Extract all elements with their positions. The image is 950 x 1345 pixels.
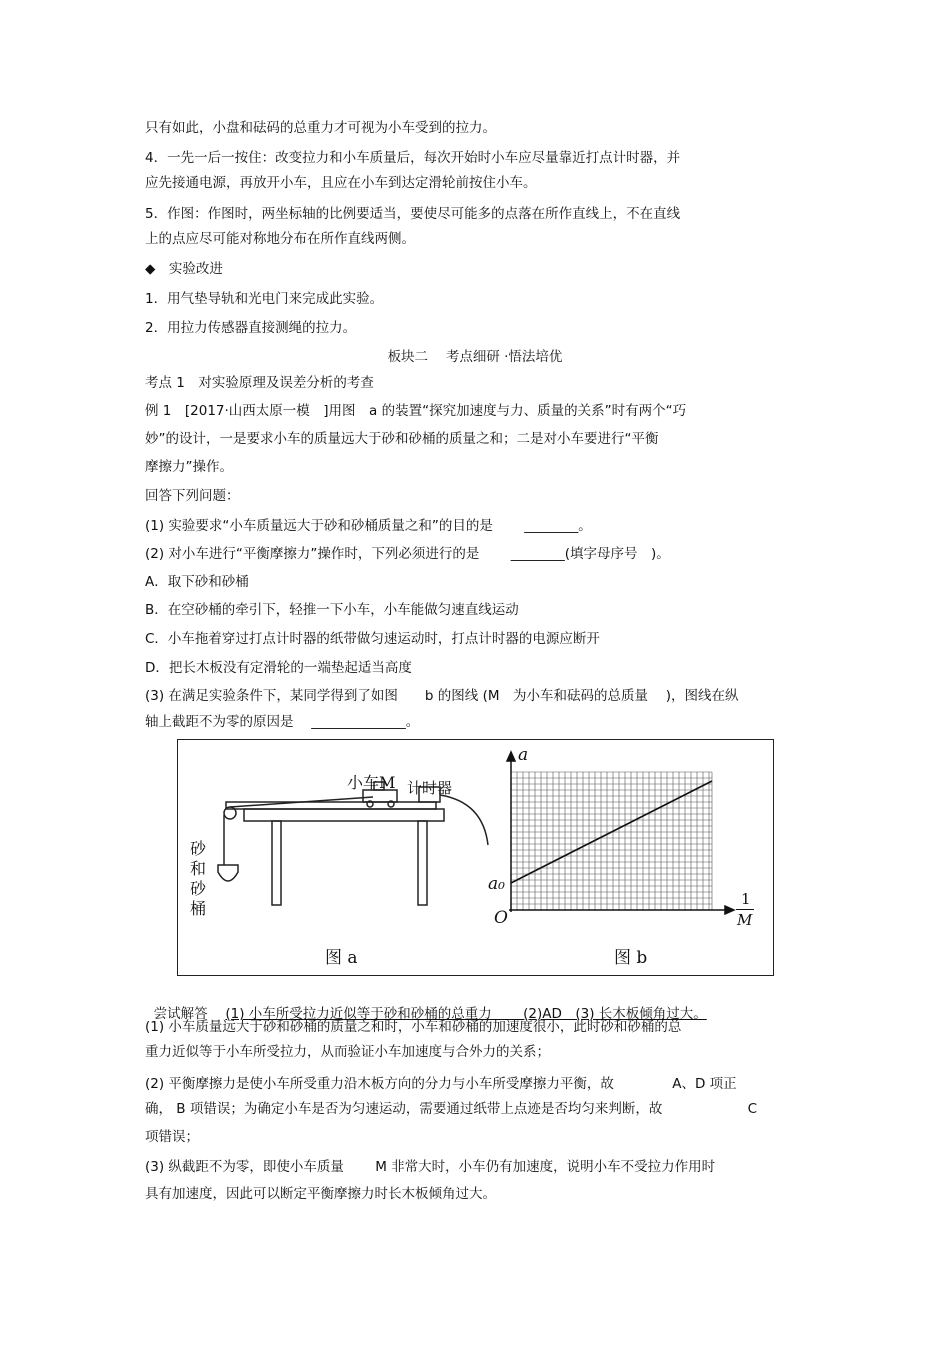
origin-label: O (494, 908, 508, 928)
option-d: D．把长木板没有定滑轮的一端垫起适当高度 (145, 660, 412, 676)
bucket-label-2: 和 (190, 859, 207, 878)
question-2: (2) 对小车进行“平衡摩擦力”操作时，下列必须进行的是 ________(填字母序号 )。 (145, 546, 670, 562)
explanation-2-cont: 确， B 项错误；为确定小车是否为匀速运动，需要通过纸带上点迹是否均匀来判断，故 C (145, 1101, 758, 1117)
timer-label: 计时器 (407, 779, 453, 797)
caption-b: 图 b (614, 948, 648, 968)
x-axis-label-den: M (737, 911, 753, 929)
bucket-label-3: 砂 (190, 879, 207, 898)
answer-label: 尝试解答 (153, 1006, 208, 1022)
question-3-cont: 轴上截距不为零的原因是 ______________。 (145, 714, 420, 730)
option-a: A．取下砂和砂桶 (145, 574, 249, 590)
experiment-figure (177, 739, 774, 976)
explanation-3: (3) 纵截距不为零，即使小车质量 M 非常大时，小车仍有加速度，说明小车不受拉力作用时 (145, 1159, 716, 1175)
text-line: 只有如此，小盘和砝码的总重力才可视为小车受到的拉力。 (145, 120, 496, 136)
option-c: C．小车拖着穿过打点计时器的纸带做匀速运动时，打点计时器的电源应断开 (145, 631, 600, 647)
figure-drawing (178, 740, 775, 977)
example-line: 例 1 [2017·山西太原一模 ]用图 a 的装置“探究加速度与力、质量的关系”时有两个“巧 (145, 403, 687, 419)
intercept-label: a₀ (488, 874, 505, 894)
text-line: 回答下列问题： (145, 488, 240, 504)
text-line: 1．用气垫导轨和光电门来完成此实验。 (145, 291, 384, 307)
bucket-label-1: 砂 (190, 839, 207, 858)
text-line: 2．用拉力传感器直接测绳的拉力。 (145, 320, 357, 336)
answer-text: (1) 小车所受拉力近似等于砂和砂桶的总重力 (2)AD (3) 长木板倾角过大。 (225, 1006, 707, 1022)
explanation-3-cont: 具有加速度，因此可以断定平衡摩擦力时长木板倾角过大。 (145, 1186, 496, 1202)
explanation-2: (2) 平衡摩擦力是使小车所受重力沿木板方向的分力与小车所受摩擦力平衡，故 A、D 项正 (145, 1076, 737, 1092)
section-heading: ◆ 实验改进 (145, 261, 223, 277)
cart-label: 小车M (347, 773, 396, 792)
example-line: 摩擦力”操作。 (145, 459, 233, 475)
option-b: B．在空砂桶的牵引下，轻推一下小车，小车能做匀速直线运动 (145, 602, 519, 618)
question-3: (3) 在满足实验条件下，某同学得到了如图 b 的图线 (M 为小车和砝码的总质量 )，图线在纵 (145, 688, 739, 704)
paper-tape (440, 795, 488, 845)
x-axis-fraction-bar (736, 909, 754, 910)
y-axis-label: a (518, 745, 529, 765)
y-axis-arrow (507, 752, 515, 761)
table-leg-right (418, 821, 427, 905)
x-axis-label-num: 1 (741, 890, 751, 908)
sand-bucket (218, 865, 238, 881)
block-title: 板块二 考点细研 ·悟法培优 (387, 349, 563, 365)
text-line: 上的点应尽可能对称地分布在所作直线两侧。 (145, 231, 415, 247)
text-line: 5．作图：作图时，两坐标轴的比例要适当，要使尽可能多的点落在所作直线上，不在直线 (145, 206, 681, 222)
text-line: 4．一先一后一按住：改变拉力和小车质量后，每次开始时小车应尽量靠近打点计时器，并 (145, 150, 681, 166)
topic-heading: 考点 1 对实验原理及误差分析的考查 (145, 375, 374, 391)
explanation-1: (1) 小车质量远大于砂和砂桶的质量之和时，小车和砂桶的加速度很小，此时砂和砂桶的总 (145, 1019, 682, 1035)
question-1: (1) 实验要求“小车质量远大于砂和砂桶质量之和”的目的是 ________。 (145, 518, 592, 534)
text-line: 应先接通电源，再放开小车，且应在小车到达定滑轮前按住小车。 (145, 175, 537, 191)
x-axis-arrow (725, 906, 734, 914)
explanation-2-end: 项错误； (145, 1129, 199, 1145)
explanation-1-cont: 重力近似等于小车所受拉力，从而验证小车加速度与合外力的关系； (145, 1044, 550, 1060)
table-leg-left (272, 821, 281, 905)
caption-a: 图 a (325, 948, 358, 968)
example-line: 妙”的设计，一是要求小车的质量远大于砂和砂桶的质量之和；二是对小车要进行“平衡 (145, 431, 659, 447)
table-top (244, 809, 444, 821)
bucket-label-4: 桶 (190, 899, 207, 918)
